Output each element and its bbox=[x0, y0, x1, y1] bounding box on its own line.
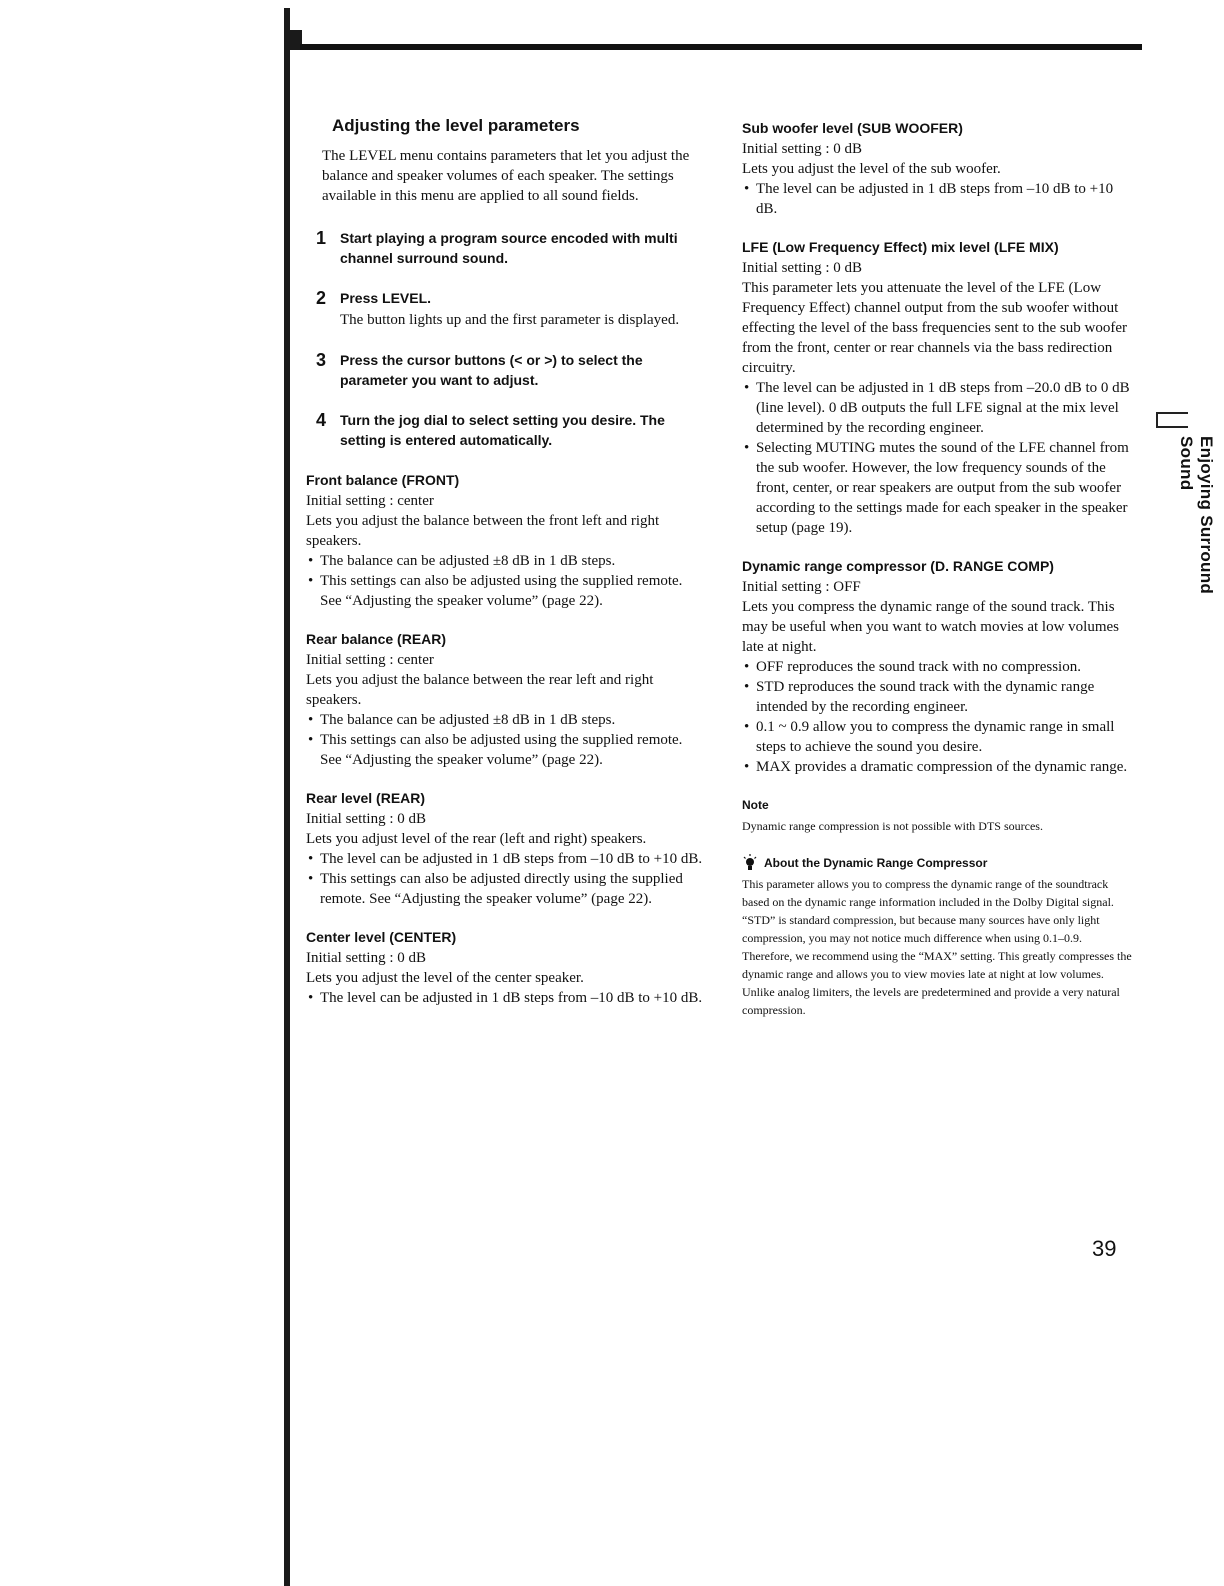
bullet-item: • The balance can be adjusted ±8 dB in 1 dB steps. bbox=[306, 710, 706, 730]
step-description: The button lights up and the first parameter is displayed. bbox=[340, 312, 680, 328]
section-text: Lets you adjust the balance between the front left and right speakers. bbox=[306, 513, 660, 549]
step-number: 2 bbox=[316, 288, 327, 308]
section-center-level bbox=[306, 927, 706, 1008]
section-title: Center level (CENTER) bbox=[306, 929, 457, 945]
section-rear-balance bbox=[306, 629, 706, 770]
tip-text-2: Therefore, we recommend using the “MAX” setting. This greatly compresses the dynamic range and allows you to view movies late at night at low volumes. Unlike analog limiters, the levels are predetermined and provide a very natural compression. bbox=[742, 949, 1132, 1017]
left-column bbox=[306, 116, 706, 1026]
bullet-item: • The balance can be adjusted ±8 dB in 1 dB steps. bbox=[306, 551, 706, 571]
bullet-item: • The level can be adjusted in 1 dB steps from –10 dB to +10 dB. bbox=[306, 849, 706, 869]
initial-setting: Initial setting : 0 dB bbox=[306, 811, 426, 827]
step-1 bbox=[316, 228, 706, 268]
step-title: Press the cursor buttons (< or >) to select the parameter you want to adjust. bbox=[340, 352, 643, 388]
section-title: Rear balance (REAR) bbox=[306, 631, 447, 647]
section-title: Rear level (REAR) bbox=[306, 790, 426, 806]
bullet-item: • OFF reproduces the sound track with no compression. bbox=[742, 657, 1134, 677]
bullet-item: • Selecting MUTING mutes the sound of the LFE channel from the sub woofer. However, the low frequency sounds of the front, center, or rear speakers are output from the sub woofer according to the settings made for each speaker in the speaker setup (page 19). bbox=[742, 438, 1134, 538]
tip-text: This parameter allows you to compress the dynamic range of the soundtrack based on the dynamic range information included in the Dolby Digital signal. “STD” is standard compression, but because many sources have only light compression, you may not notice much difference when using 0.1–0.9. bbox=[742, 877, 1114, 945]
initial-setting: Initial setting : 0 dB bbox=[742, 260, 862, 276]
header-rule bbox=[300, 44, 1142, 50]
step-title: Start playing a program source encoded with multi channel surround sound. bbox=[340, 230, 678, 266]
step-4 bbox=[316, 410, 706, 450]
section-text: Lets you adjust level of the rear (left and right) speakers. bbox=[306, 831, 647, 847]
section-text: This parameter lets you attenuate the level of the LFE (Low Frequency Effect) channel output from the sub woofer without effecting the level of the bass frequencies sent to the sub woofer from the front, center or rear channels via the bass redirection circuitry. bbox=[742, 280, 1128, 376]
step-number: 1 bbox=[316, 228, 327, 248]
step-number: 4 bbox=[316, 410, 327, 430]
step-title: Press LEVEL. bbox=[340, 290, 432, 306]
section-text: Lets you adjust the balance between the rear left and right speakers. bbox=[306, 672, 654, 708]
section-rear-level bbox=[306, 788, 706, 909]
step-2 bbox=[316, 288, 706, 330]
initial-setting: Initial setting : 0 dB bbox=[306, 950, 426, 966]
right-column bbox=[742, 118, 1134, 1019]
section-tab-bracket bbox=[1156, 412, 1188, 428]
section-title: Sub woofer level (SUB WOOFER) bbox=[742, 120, 963, 136]
bullet-item: • The level can be adjusted in 1 dB steps from –10 dB to +10 dB. bbox=[306, 988, 706, 1008]
initial-setting: Initial setting : center bbox=[306, 652, 434, 668]
bullet-item: • The level can be adjusted in 1 dB steps from –10 dB to +10 dB. bbox=[742, 179, 1134, 219]
section-title: Dynamic range compressor (D. RANGE COMP) bbox=[742, 558, 1054, 574]
note-text: Dynamic range compression is not possible with DTS sources. bbox=[742, 819, 1043, 833]
step-title: Turn the jog dial to select setting you desire. The setting is entered automatically. bbox=[340, 412, 665, 448]
bullet-item: • STD reproduces the sound track with the dynamic range intended by the recording engineer. bbox=[742, 677, 1134, 717]
procedure-steps bbox=[316, 228, 706, 450]
bullet-item: • 0.1 ~ 0.9 allow you to compress the dynamic range in small steps to achieve the sound you desire. bbox=[742, 717, 1134, 757]
lightbulb-icon bbox=[742, 854, 758, 872]
page-number: 39 bbox=[1092, 1236, 1117, 1261]
page-title: Adjusting the level parameters bbox=[332, 116, 580, 135]
intro-paragraph: The LEVEL menu contains parameters that let you adjust the balance and speaker volumes of each speaker. The settings available in this menu are applied to all sound fields. bbox=[322, 148, 690, 204]
initial-setting: Initial setting : 0 dB bbox=[742, 141, 862, 157]
initial-setting: Initial setting : center bbox=[306, 493, 434, 509]
step-number: 3 bbox=[316, 350, 327, 370]
bullet-item: • This settings can also be adjusted directly using the supplied remote. See “Adjusting the speaker volume” (page 22). bbox=[306, 869, 706, 909]
section-title: LFE (Low Frequency Effect) mix level (LFE MIX) bbox=[742, 239, 1059, 255]
bullet-item: • This settings can also be adjusted using the supplied remote. See “Adjusting the speaker volume” (page 22). bbox=[306, 571, 706, 611]
section-text: Lets you adjust the level of the sub woofer. bbox=[742, 161, 1001, 177]
section-lfe-mix-level bbox=[742, 237, 1134, 538]
tip-title: About the Dynamic Range Compressor bbox=[764, 856, 988, 870]
section-sub-woofer-level bbox=[742, 118, 1134, 219]
step-3 bbox=[316, 350, 706, 390]
tip-heading bbox=[742, 853, 1134, 873]
binding-edge bbox=[284, 8, 290, 1586]
bullet-item: • This settings can also be adjusted using the supplied remote. See “Adjusting the speaker volume” (page 22). bbox=[306, 730, 706, 770]
section-front-balance bbox=[306, 470, 706, 611]
section-title: Front balance (FRONT) bbox=[306, 472, 460, 488]
note-label: Note bbox=[742, 798, 769, 812]
bullet-item: • MAX provides a dramatic compression of the dynamic range. bbox=[742, 757, 1134, 777]
bullet-item: • The level can be adjusted in 1 dB steps from –20.0 dB to 0 dB (line level). 0 dB outputs the full LFE signal at the mix level determined by the recording engineer. bbox=[742, 378, 1134, 438]
section-text: Lets you compress the dynamic range of the sound track. This may be useful when you want to watch movies at low volumes late at night. bbox=[742, 599, 1120, 655]
section-text: Lets you adjust the level of the center speaker. bbox=[306, 970, 584, 986]
initial-setting: Initial setting : OFF bbox=[742, 579, 861, 595]
section-side-tab: Enjoying Surround Sound bbox=[1177, 436, 1216, 595]
section-dynamic-range-compressor bbox=[742, 556, 1134, 777]
